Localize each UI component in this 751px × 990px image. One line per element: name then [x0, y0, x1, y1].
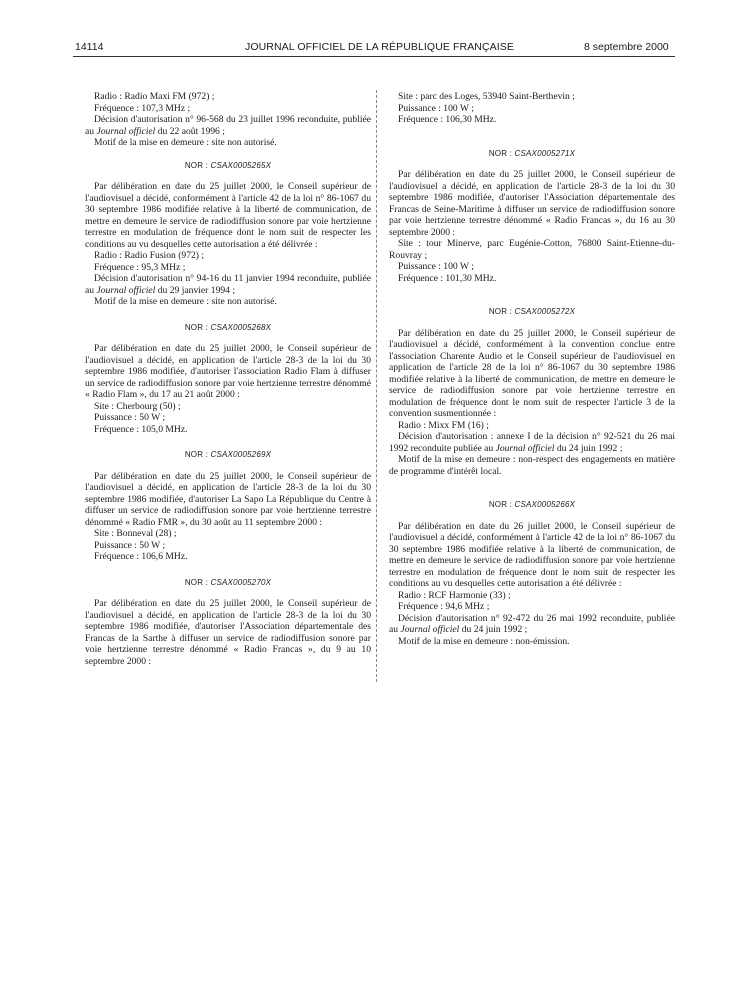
- header-rule: [73, 56, 675, 57]
- radio-line: Radio : Mixx FM (16) ;: [398, 419, 489, 431]
- right-column: [389, 91, 675, 647]
- notice-radio-francas-seine-maritime: [389, 169, 675, 284]
- frequency-line: Fréquence : 95,3 MHz ;: [94, 261, 186, 273]
- motif-line: Motif de la mise en demeure : site non autorisé.: [94, 296, 277, 307]
- nor-reference: NOR : CSAX0005271X: [488, 148, 576, 158]
- page-header: [0, 41, 751, 55]
- journal-reference: Journal officiel: [495, 442, 555, 454]
- left-column: [85, 91, 371, 667]
- column-separator: [376, 90, 378, 682]
- power-line: Puissance : 50 W ;: [94, 539, 166, 551]
- frequency-line: Fréquence : 107,3 MHz ;: [94, 102, 191, 114]
- radio-line: Radio : Radio Fusion (972) ;: [94, 250, 205, 261]
- frequency-line: Fréquence : 94,6 MHz ;: [398, 601, 490, 612]
- journal-reference: Journal officiel: [400, 624, 460, 635]
- issue-date: 8 septembre 2000: [584, 41, 669, 53]
- deliberation-text: Par délibération en date du 25 juillet 2000, le Conseil supérieur de l'audiovisuel a décidé, conformément à la convention conclue entre l'association Charente Audio et le Conseil supérieur de l'audiovisuel en application de l'article 28 de la loi n° 86-1067 du 30 septembre 1986 modifiée relative à la liberté de communication, de mettre en demeure le service de radiodiffusion sonore par voie hertzienne terrestre en modulation de fréquence dont le nom suit de respecter l'article 3 de la convention susmentionnée :: [389, 327, 675, 419]
- site-line: Site : tour Minerve, parc Eugénie-Cotton, 76800 Saint-Etienne-du-Rouvray ;: [389, 238, 675, 261]
- nor-reference: NOR : CSAX0005266X: [488, 500, 576, 509]
- frequency-line: Fréquence : 105,0 MHz.: [94, 423, 188, 435]
- notice-rcf-harmonie: [389, 521, 675, 648]
- frequency-line: Fréquence : 106,6 MHz.: [94, 551, 188, 562]
- notice-mixx-fm: [389, 328, 675, 478]
- deliberation-text: Par délibération en date du 25 juillet 2000, le Conseil supérieur de l'audiovisuel a décidé, en application de l'article 28-3 de la loi du 30 septembre 1986 modifiée, d'autoriser La Sapo La République du Centre à diffuser un service de radiodiffusion sonore par voie hertzienne terrestre dénommé « Radio FMR », du 30 août au 11 septembre 2000 :: [85, 470, 371, 528]
- decision-line: Décision d'autorisation n° 96-568 du 23 juillet 1996 reconduite, publiée au Journal officiel du 22 août 1996 ;: [85, 114, 371, 137]
- decision-line: Décision d'autorisation n° 94-16 du 11 janvier 1994 reconduite, publiée au Journal officiel du 29 janvier 1994 ;: [85, 273, 371, 296]
- frequency-line: Fréquence : 106,30 MHz.: [398, 114, 497, 125]
- site-line: Site : Cherbourg (50) ;: [94, 400, 181, 412]
- deliberation-text: Par délibération en date du 26 juillet 2000, le Conseil supérieur de l'audiovisuel a décidé, conformément à l'article 42 de la loi n° 86-1067 du 30 septembre 1986 modifiée relative à la liberté de communication, de mettre en demeure le service de radiodiffusion sonore par voie hertzienne terrestre en modulation de fréquence dont le nom suit de respecter les conditions au vu desquelles cette autorisation a été délivrée :: [389, 520, 675, 589]
- journal-reference: Journal officiel: [96, 125, 156, 137]
- motif-line: Motif de la mise en demeure : non-émission.: [398, 635, 570, 647]
- motif-line: Motif de la mise en demeure : non-respect des engagements en matière de programme d'intérêt local.: [389, 454, 675, 477]
- nor-reference: NOR : CSAX0005272X: [488, 307, 576, 316]
- nor-reference: NOR : CSAX0005268X: [184, 322, 272, 332]
- deliberation-text: Par délibération en date du 25 juillet 2000, le Conseil supérieur de l'audiovisuel a décidé, en application de l'article 28-3 de la loi du 30 septembre 1986 modifiée, d'autoriser l'Association départementale des Francas de la Sarthe à diffuser un service de radiodiffusion sonore par voie hertzienne terrestre dénommé « Radio Francas », du 9 au 10 septembre 2000 :: [85, 598, 371, 667]
- decision-line: Décision d'autorisation n° 92-472 du 26 mai 1992 reconduite, publiée au Journal officiel du 24 juin 1992 ;: [389, 612, 675, 635]
- notice-radio-francas-sarthe-cont: [389, 91, 675, 126]
- nor-reference: NOR : CSAX0005270X: [184, 577, 272, 587]
- power-line: Puissance : 100 W ;: [398, 261, 474, 272]
- nor-reference: NOR : CSAX0005265X: [184, 160, 272, 170]
- power-line: Puissance : 50 W ;: [94, 412, 166, 423]
- journal-title: JOURNAL OFFICIEL DE LA RÉPUBLIQUE FRANÇAISE: [245, 41, 514, 53]
- frequency-line: Fréquence : 101,30 MHz.: [398, 272, 497, 284]
- deliberation-text: Par délibération en date du 25 juillet 2000, le Conseil supérieur de l'audiovisuel a décidé, en application de l'article 28-3 de la loi du 30 septembre 1986 modifiée, d'autoriser l'association Radio Flam à diffuser un service de radiodiffusion sonore par voie hertzienne terrestre dénommé « Radio Flam », du 17 au 21 août 2000 :: [85, 343, 371, 400]
- page-number: 14114: [75, 41, 104, 53]
- deliberation-text: Par délibération en date du 25 juillet 2000, le Conseil supérieur de l'audiovisuel a décidé, conformément à l'article 42 de la loi n° 86-1067 du 30 septembre 1986 modifiée relative à la liberté de communication, de mettre en demeure le service de radiodiffusion sonore par voie hertzienne terrestre en modulation de fréquence dont le nom suit de respecter les conditions au vu desquelles cette autorisation a été délivrée :: [85, 181, 371, 250]
- deliberation-text: Par délibération en date du 25 juillet 2000, le Conseil supérieur de l'audiovisuel a décidé, en application de l'article 28-3 de la loi du 30 septembre 1986 modifiée, d'autoriser l'Association départementale des Francas de Seine-Maritime à diffuser un service de radiodiffusion sonore par voie hertzienne terrestre dénommé « Radio Francas », du 16 au 30 septembre 2000 :: [389, 169, 675, 238]
- radio-line: Radio : RCF Harmonie (33) ;: [398, 589, 511, 601]
- journal-reference: Journal officiel: [96, 284, 156, 296]
- site-line: Site : Bonneval (28) ;: [94, 528, 177, 539]
- site-line: Site : parc des Loges, 53940 Saint-Berthevin ;: [398, 91, 575, 102]
- notice-radio-francas-sarthe: [85, 598, 371, 667]
- notice-radio-flam: [85, 343, 371, 435]
- notice-radio-maxi-fm: [85, 91, 371, 149]
- notice-radio-fmr: [85, 471, 371, 563]
- radio-line: Radio : Radio Maxi FM (972) ;: [94, 91, 215, 102]
- nor-reference: NOR : CSAX0005269X: [184, 450, 272, 459]
- notice-radio-fusion: [85, 181, 371, 308]
- power-line: Puissance : 100 W ;: [398, 102, 474, 114]
- motif-line: Motif de la mise en demeure : site non autorisé.: [94, 137, 277, 148]
- decision-line: Décision d'autorisation : annexe I de la décision n° 92-521 du 26 mai 1992 reconduite publiée au Journal officiel du 24 juin 1992 ;: [389, 431, 675, 454]
